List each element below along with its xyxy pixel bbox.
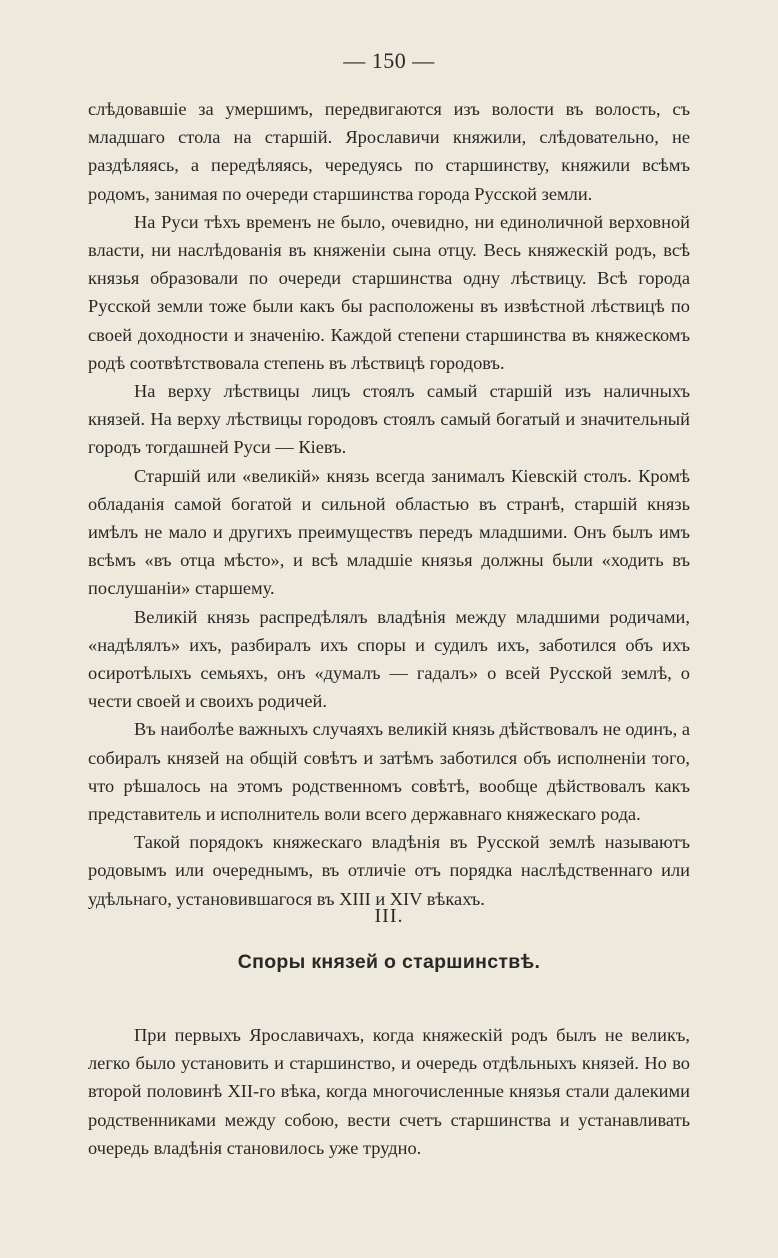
main-text — [88, 95, 690, 913]
section-number: III. — [374, 905, 404, 927]
paragraph: На верху лѣствицы лицъ стоялъ самый старшій изъ наличныхъ князей. На верху лѣствицы городовъ стоялъ самый богатый и значительный городъ тогдашней Руси — Кіевъ. — [88, 381, 690, 458]
paragraph: При первыхъ Ярославичахъ, когда княжескій родъ былъ не великъ, легко было установить и старшинство, и очередь отдѣльныхъ князей. Но во второй половинѣ XII-го вѣка, когда многочисленные князья стали далекими родственниками между собою, вести счетъ старшинства и устанавливать очередь владѣнія становилось уже трудно. — [88, 1025, 690, 1158]
paragraph: Въ наиболѣе важныхъ случаяхъ великій князь дѣйствовалъ не одинъ, а собиралъ князей на общій совѣтъ и затѣмъ заботился объ исполненіи того, что рѣшалось на этомъ родственномъ совѣтѣ, вообще дѣйствовалъ какъ представитель и исполнитель воли всего державнаго княжескаго рода. — [88, 719, 690, 825]
paragraph: Великій князь распредѣлялъ владѣнія между младшими родичами, «надѣлялъ» ихъ, разбиралъ ихъ споры и судилъ ихъ, заботился объ ихъ осиротѣлыхъ семьяхъ, онъ «думалъ — гадалъ» о всей Русской землѣ, о чести своей и своихъ родичей. — [88, 606, 690, 712]
page-number: — 150 — — [343, 48, 435, 73]
paragraph: Старшій или «великій» князь всегда занималъ Кіевскій столъ. Кромѣ обладанія самой богатой и сильной областью въ странѣ, старшій князь имѣлъ не мало и другихъ преимуществъ передъ младшими. Онъ былъ имъ всѣмъ «въ отца мѣсто», и всѣ младшіе князья должны были «ходить въ послушаніи» старшему. — [88, 465, 690, 599]
paragraph: Такой порядокъ княжескаго владѣнія въ Русской землѣ называютъ родовымъ или очереднымъ, въ отличіе отъ порядка наслѣдственнаго или удѣльнаго, установившагося въ XIII и XIV вѣкахъ. — [88, 832, 690, 909]
paragraph: На Руси тѣхъ временъ не было, очевидно, ни единоличной верховной власти, ни наслѣдованія въ княженіи сына отцу. Весь княжескій родъ, всѣ князья образовали по очереди старшинства одну лѣствицу. Всѣ города Русской земли тоже были какъ бы расположены въ извѣстной лѣствицѣ по своей доходности и значенію. Каждой степени старшинства въ княжескомъ родѣ соотвѣтствовала степень въ лѣствицѣ городовъ. — [88, 211, 690, 373]
paragraph: слѣдовавшіе за умершимъ, передвигаются изъ волости въ волость, съ младшаго стола на старшій. Ярославичи княжили, слѣдовательно, не раздѣляясь, а передѣляясь, чередуясь по старшинству, княжили всѣмъ родомъ, занимая по очереди старшинства города Русской земли. — [88, 99, 690, 204]
section-title: Споры князей о старшинствѣ. — [237, 951, 541, 973]
section-text — [88, 1021, 690, 1162]
